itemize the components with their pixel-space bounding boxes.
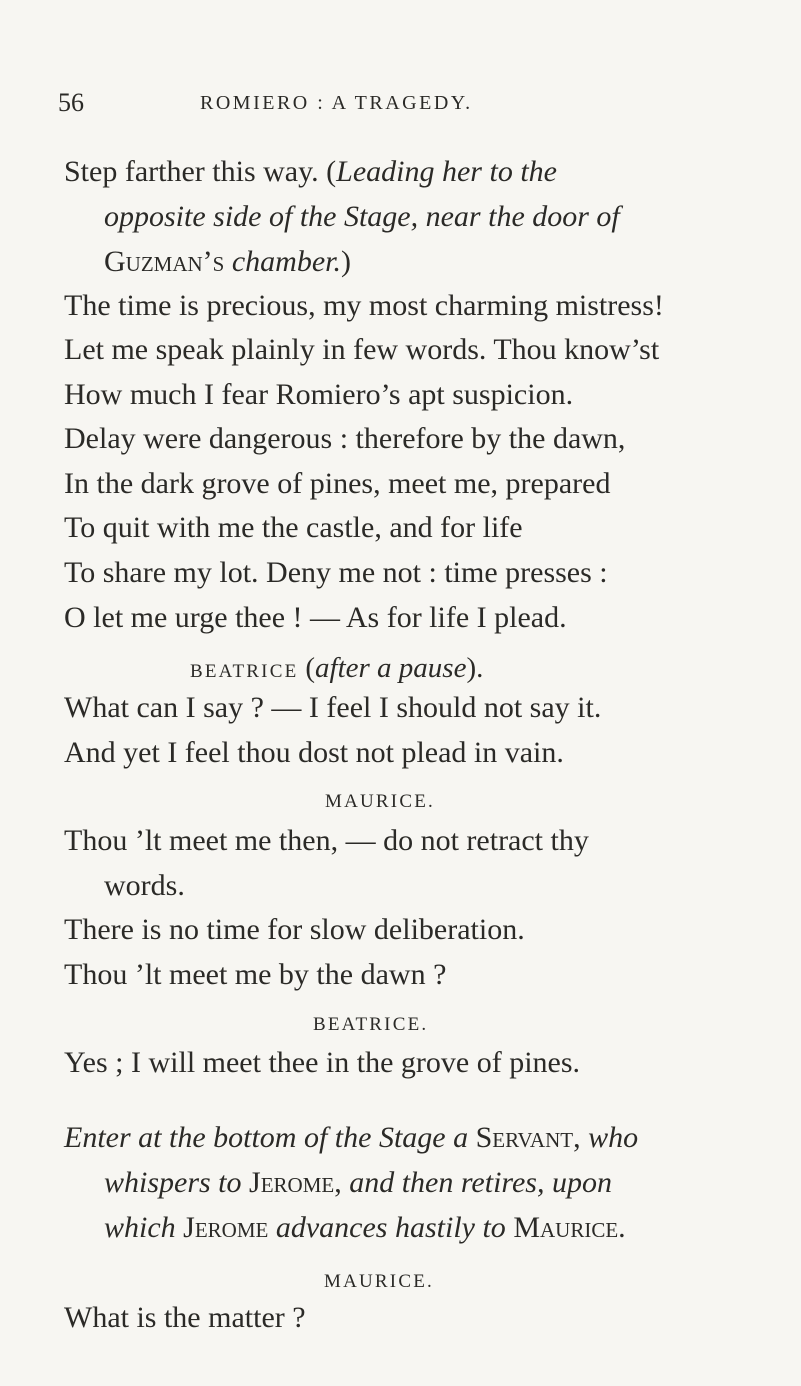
stage-direction-line: opposite side of the Stage, near the door of <box>104 200 620 233</box>
verse-line: And yet I feel thou dost not plead in vain. <box>64 736 564 769</box>
verse-line: How much I fear Romiero’s apt suspicion. <box>64 378 574 411</box>
speaker-heading: MAURICE. <box>324 1271 434 1292</box>
verse-line: O let me urge thee ! — As for life I plead. <box>64 601 567 634</box>
stage-direction-line: Enter at the bottom of the Stage a Servant, who <box>64 1121 639 1154</box>
page-header <box>58 84 761 124</box>
verse-line: There is no time for slow deliberation. <box>64 913 525 946</box>
verse-line: What can I say ? — I feel I should not say it. <box>64 691 602 724</box>
character-name: Maurice. <box>513 1211 626 1244</box>
verse-line: In the dark grove of pines, meet me, prepared <box>64 467 611 500</box>
stage-direction-inline: after a pause <box>315 652 467 684</box>
character-name: Jerome <box>183 1211 269 1244</box>
character-name: Guzman’s <box>104 245 225 278</box>
stage-direction-line: which Jerome advances hastily to Maurice. <box>104 1211 626 1244</box>
verse-line: What is the matter ? <box>64 1301 306 1334</box>
running-head: ROMIERO : A TRAGEDY. <box>200 92 473 114</box>
stage-direction-inline: Leading her to the <box>336 155 557 188</box>
verse-line: words. <box>104 869 185 902</box>
character-name: Servant, <box>475 1121 581 1154</box>
verse-line: Let me speak plainly in few words. Thou know’st <box>64 333 660 366</box>
character-name: Jerome, <box>249 1166 342 1199</box>
stage-direction-line: Guzman’s chamber.) <box>104 245 351 278</box>
verse-line: Step farther this way. (Leading her to the <box>64 155 557 188</box>
speaker-heading: MAURICE. <box>325 791 435 812</box>
verse-line: The time is precious, my most charming mistress! <box>64 289 664 322</box>
stage-direction-line: whispers to Jerome, and then retires, upon <box>104 1166 612 1199</box>
speaker-heading: BEATRICE (after a pause). <box>190 652 484 684</box>
verse-line: Thou ’lt meet me then, — do not retract thy <box>64 824 589 857</box>
verse-line: To quit with me the castle, and for life <box>64 511 523 544</box>
page-number: 56 <box>58 88 84 117</box>
verse-line: To share my lot. Deny me not : time presses : <box>64 556 608 589</box>
verse-line: Yes ; I will meet thee in the grove of pines. <box>64 1046 581 1079</box>
verse-line: Thou ’lt meet me by the dawn ? <box>64 958 447 991</box>
speaker-heading: BEATRICE. <box>313 1014 429 1035</box>
verse-line: Delay were dangerous : therefore by the dawn, <box>64 422 626 455</box>
